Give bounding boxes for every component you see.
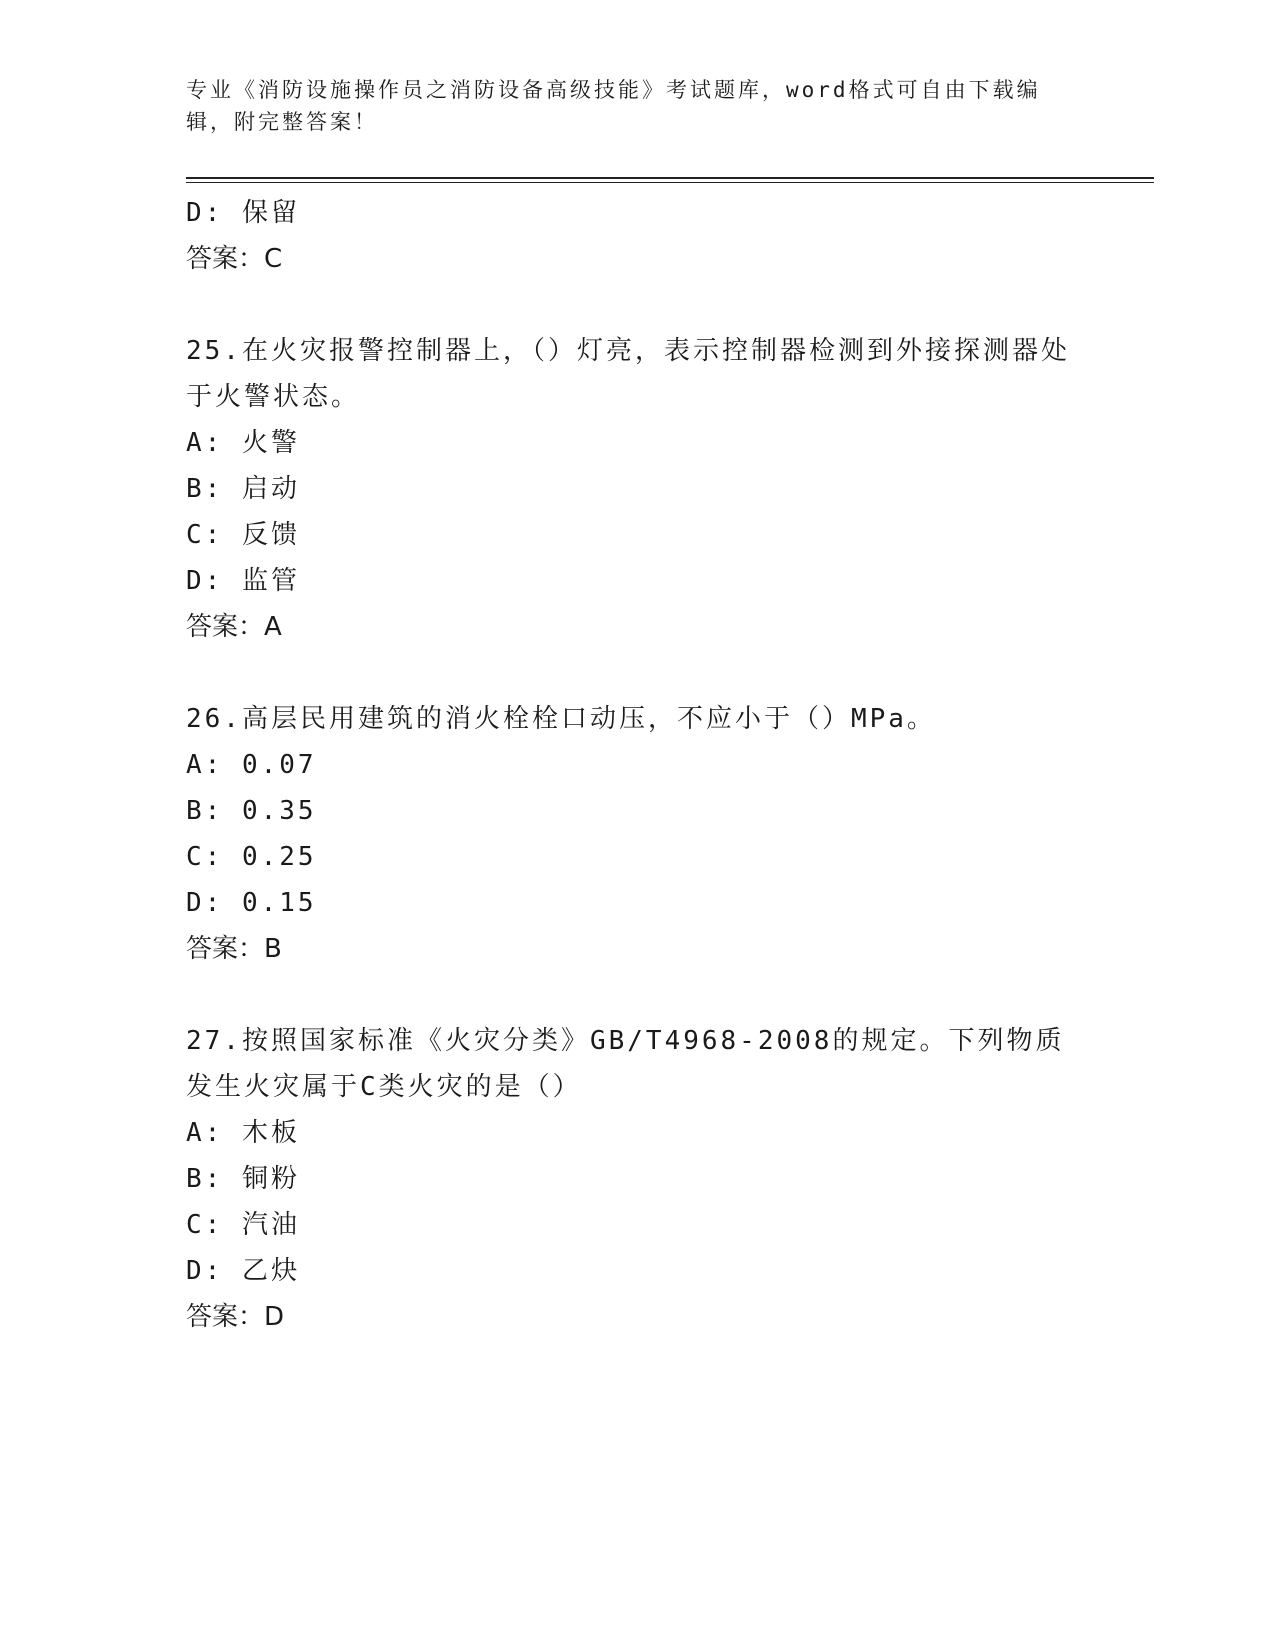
option-d: D: 乙炔 bbox=[186, 1256, 300, 1286]
option-d: D: 监管 bbox=[186, 566, 300, 596]
question-27 bbox=[186, 1018, 1086, 1340]
header-divider-thick bbox=[186, 177, 1154, 179]
option-a: A: 火警 bbox=[186, 428, 300, 458]
option-c: C: 0.25 bbox=[186, 842, 317, 872]
option-d: D: 0.15 bbox=[186, 888, 317, 918]
question-25 bbox=[186, 328, 1086, 650]
spacer bbox=[186, 650, 1086, 696]
question-list bbox=[186, 190, 1086, 1340]
answer-line: 答案：B bbox=[186, 934, 282, 964]
header-divider-thin bbox=[186, 182, 1154, 183]
option-c: C: 汽油 bbox=[186, 1210, 300, 1240]
answer-line: 答案：C bbox=[186, 244, 283, 274]
option-d: D: 保留 bbox=[186, 198, 300, 228]
answer-line: 答案：D bbox=[186, 1302, 285, 1332]
answer-line: 答案：A bbox=[186, 612, 282, 642]
option-c: C: 反馈 bbox=[186, 520, 300, 550]
question-text: 25.在火灾报警控制器上，（）灯亮，表示控制器检测到外接探测器处于火警状态。 bbox=[186, 336, 1070, 412]
question-text: 26.高层民用建筑的消火栓栓口动压，不应小于（）MPa。 bbox=[186, 704, 936, 734]
spacer bbox=[186, 972, 1086, 1018]
option-b: B: 0.35 bbox=[186, 796, 317, 826]
question-text: 27.按照国家标准《火灾分类》GB/T4968-2008的规定。下列物质发生火灾属于C类火灾的是（） bbox=[186, 1026, 1065, 1102]
question-26 bbox=[186, 696, 1086, 972]
option-a: A: 0.07 bbox=[186, 750, 317, 780]
option-a: A: 木板 bbox=[186, 1118, 300, 1148]
document-intro: 专业《消防设施操作员之消防设备高级技能》考试题库，word格式可自由下载编辑，附完整答案！ bbox=[186, 78, 1041, 134]
spacer bbox=[186, 282, 1086, 328]
option-b: B: 启动 bbox=[186, 474, 300, 504]
option-b: B: 铜粉 bbox=[186, 1164, 300, 1194]
